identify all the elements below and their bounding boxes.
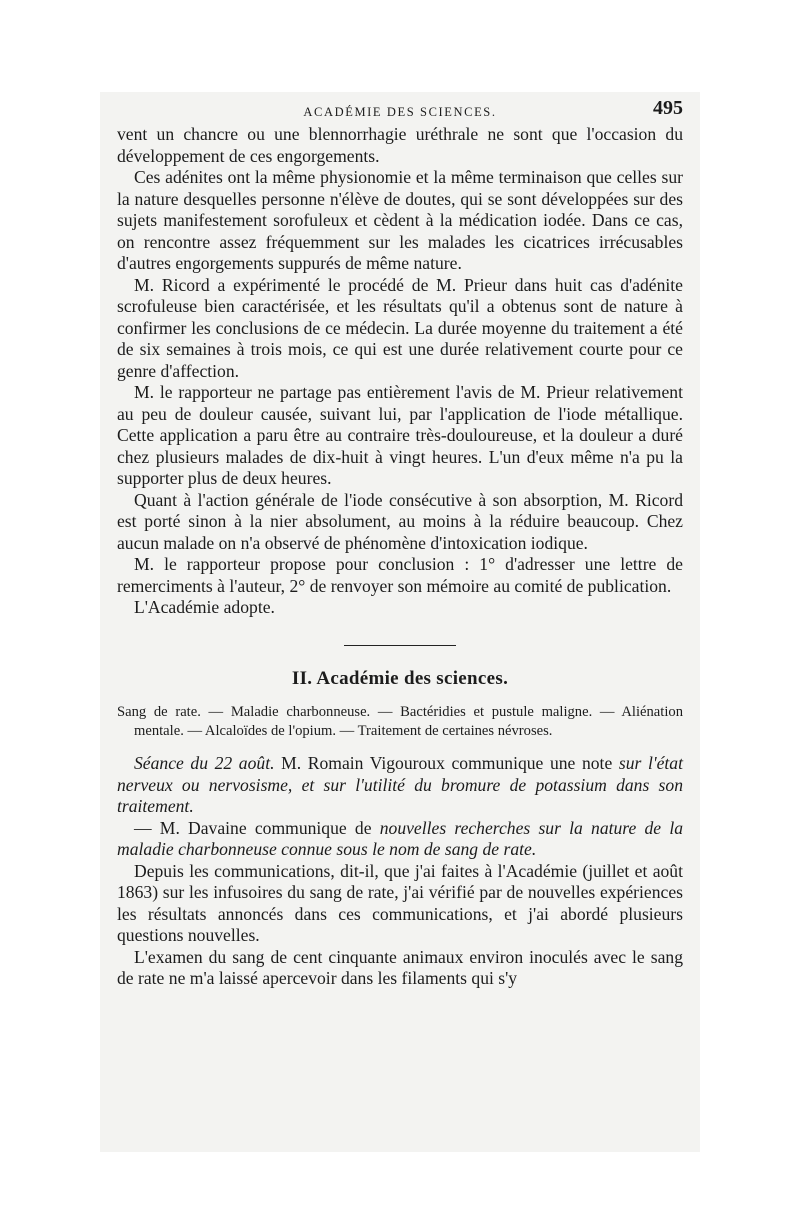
paragraph: M. le rapporteur ne partage pas entièrement l'avis de M. Prieur relativement au peu de douleur causée, suivant lui, par l'application de l'iode métallique. Cette application a paru être au contraire très-douloureuse, et la douleur a duré chez plusieurs malades de dix-huit à vingt heures. L'un d'eux même n'a pu la supporter plus de deux heures. [117, 382, 683, 488]
paragraph: Depuis les communications, dit-il, que j'ai faites à l'Académie (juillet et août 1863) sur les infusoires du sang de rate, j'ai vérifié par de nouvelles expériences les résultats annoncés dans ces communications, et j'ai abordé plusieurs questions nouvelles. [117, 860, 683, 945]
note-title: sur l'état nerveux ou nervosisme, et sur l'utilité du bromure de potassium dans son traitement. [117, 753, 683, 816]
paragraph: M. le rapporteur propose pour conclusion : 1° d'adresser une lettre de remerciments à l'auteur, 2° de renvoyer son mémoire au comité de publication. [117, 554, 683, 596]
paragraph: M. Ricord a expérimenté le procédé de M. Prieur dans huit cas d'adénite scrofuleuse bien caractérisée, et les résultats qu'il a obtenus sont de nature à confirmer les conclusions de ce médecin. La durée moyenne du traitement a été de six semaines à trois mois, ce qui est une durée relativement courte pour ce genre d'affection. [117, 274, 683, 381]
davaine-paragraph [117, 818, 683, 861]
paragraph: L'examen du sang de cent cinquante animaux environ inoculés avec le sang de rate ne m'a laissé apercevoir dans les filaments qui s'y [117, 946, 683, 988]
seance-date: Séance du 22 août. [134, 753, 275, 773]
section-divider [344, 645, 456, 646]
running-header [117, 98, 683, 124]
paragraph: Ces adénites ont la même physionomie et la même terminaison que celles sur la nature desquelles personne n'élève de doutes, qui se sont développées sur des sujets manifestement sorofuleux et cèdent à la médication iodée. Dans ce cas, on rencontre assez fréquemment sur les malades les cicatrices irrécusables d'autres engorgements suppurés de même nature. [117, 167, 683, 273]
seance-text: M. Romain Vigouroux communique une note [274, 753, 619, 773]
section-heading: II. Académie des sciences. [291, 667, 509, 689]
section-summary-text: Sang de rate. — Maladie charbonneuse. — Bactéridies et pustule maligne. — Aliénation mentale. — Alcaloïdes de l'opium. — Traitement de certaines névroses. [117, 704, 683, 739]
running-title: ACADÉMIE DES SCIENCES. [303, 105, 497, 119]
page-content [117, 98, 683, 990]
paragraph: vent un chancre ou une blennorrhagie uréthrale ne sont que l'occasion du développement de ces engorgements. [117, 124, 683, 166]
paragraph: Quant à l'action générale de l'iode consécutive à son absorption, M. Ricord est porté sinon à la nier absolument, au moins à la réduire beaucoup. Chez aucun malade on n'a observé de phénomène d'intoxication iodique. [117, 489, 683, 553]
page-number: 495 [653, 97, 683, 119]
davaine-text: — M. Davaine communique de [134, 817, 380, 838]
paragraph: L'Académie adopte. [134, 597, 275, 617]
seance-paragraph [117, 753, 683, 818]
section-summary [117, 703, 683, 741]
davaine-title: nouvelles recherches sur la nature de la maladie charbonneuse connue sous le nom de sang de rate. [117, 817, 684, 859]
page-scan [100, 92, 700, 1152]
